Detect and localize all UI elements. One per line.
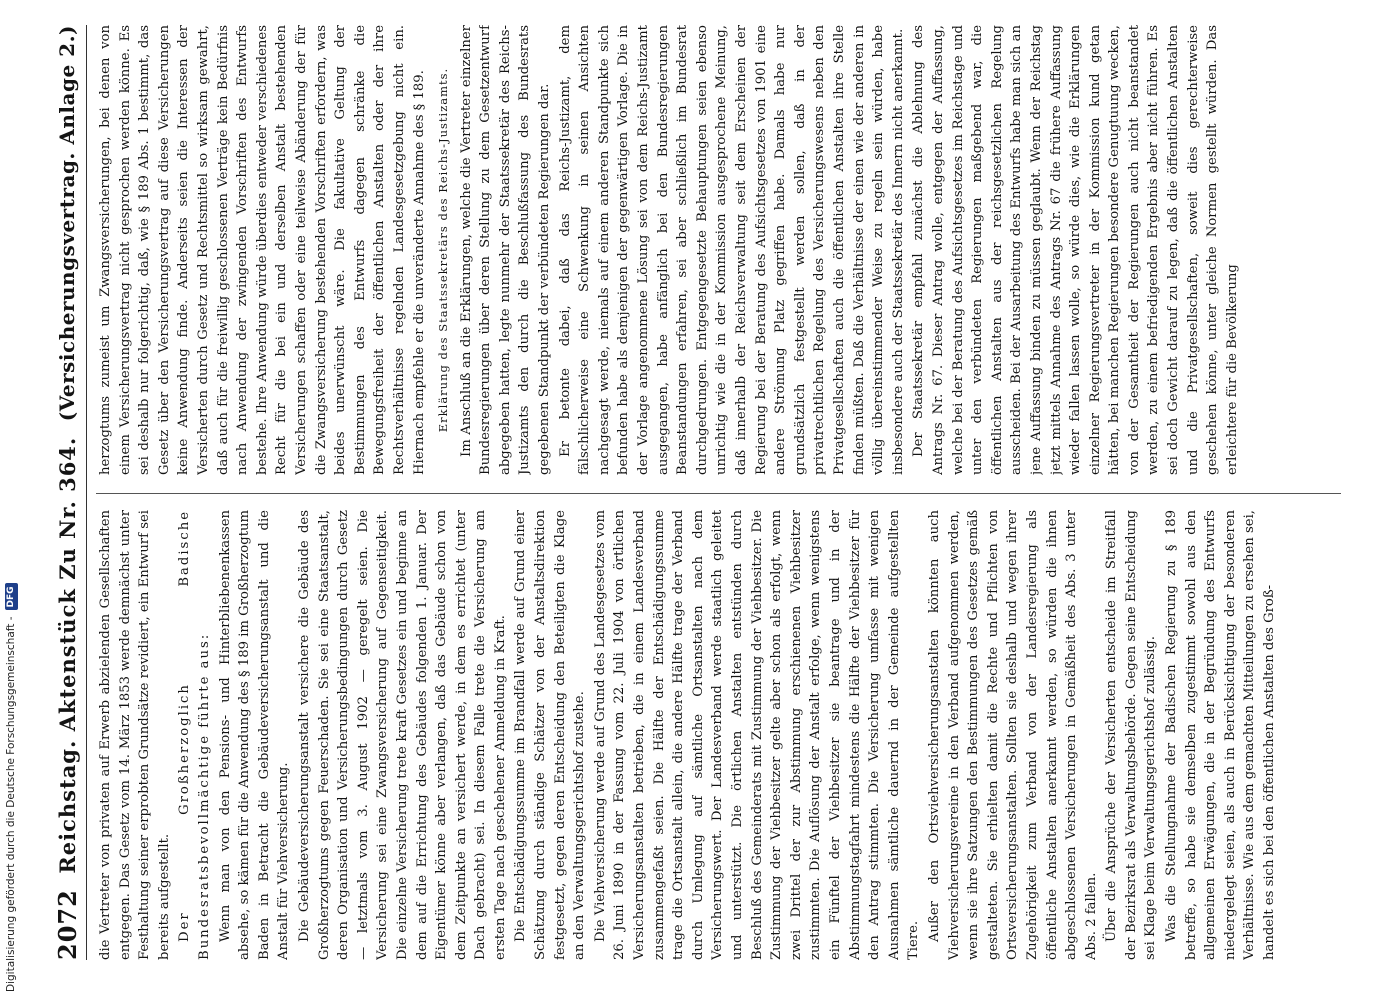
digitization-credit [0, 0, 22, 1000]
paragraph: Die Gebäudeversicherungsanstalt versichere die Gebäude des Großherzogtums gegen Feuerschaden. Sie sei eine Staatsanstalt, deren Organisation und Versicherungsbedingungen durch Gesetz — letztmals vom 3. August 1902 — geregelt seien. Die Versicherung sei eine Zwangsversicherung auf Gegenseitigkeit. Die einzelne Versicherung trete kraft Gesetzes ein und beginne an dem auf die Errichtung des Gebäudes folgenden 1. Januar. Der Eigentümer könne aber verlangen, daß das Gebäude schon von dem Zeitpunkte an versichert werde, in dem es errichtet (unter Dach gebracht) sei. In diesem Falle trete die Versicherung am ersten Tage nach geschehener Anmeldung in Kraft. [296, 510, 508, 960]
paragraph: Die Entschädigungssumme im Brandfall werde auf Grund einer Schätzung durch ständige Schätzer von der Anstaltsdirektion festgesetzt, gegen deren Entscheidung den Beteiligten die Klage an den Verwaltungsgerichtshof zustehe. [513, 510, 588, 960]
paragraph: die Vertreter von privaten auf Erwerb abzielenden Gesellschaften entgegen. Das Gesetz vom 14. März 1853 werde demnächst unter Festhaltung seiner erprobten Grundsätze revidiert, ein Entwurf sei bereits aufgestellt. [98, 510, 172, 960]
paragraph: Über die Ansprüche der Versicherten entscheide im Streitfall der Bezirksrat als Verwaltungsbehörde. Gegen seine Entscheidung sei Klage beim Verwaltungsgerichtshof zulässig. [1104, 510, 1159, 960]
annex-label: (Versicherungsvertrag. Anlage 2.) [55, 25, 79, 422]
digitization-note: Digitalisierung gefördert durch die Deutsche Forschungsgemeinschaft - [5, 616, 17, 992]
page-number: 2072 [52, 889, 82, 960]
paragraph: Was die Stellungnahme der Badischen Regierung zu § 189 betreffe, so habe sie demselben zugestimmt sowohl aus den allgemeinen Erwägungen, die in der Begründung des Entwurfs niedergelegt seien, als auch in Berücksichtigung der besonderen Verhältnisse. Wie aus dem gemachten Mitteilungen zu ersehen sei, handelt es sich bei den öffentlichen Anstalten des Groß- [1164, 510, 1278, 960]
paragraph: Der Staatssekretär empfahl zunächst die Ablehnung des Antrags Nr. 67. Dieser Antrag wolle, entgegen der Auffassung, welche bei der Beratung des Aufsichtsgesetzes im Reichstage und unter den verbündeten Regierungen maßgebend war, die öffentlichen Anstalten aus der reichsgesetzlichen Regelung ausscheiden. Bei der Ausarbeitung des Entwurfs habe man sich an jene Auffassung binden zu müssen geglaubt. Wenn der Reichstag jetzt mittels Annahme des Antrags Nr. 67 die frühere Auffassung wieder fallen lassen wolle, so würde dies, wie die Erklärungen einzelner Regierungsvertreter in der Kommission kund getan hätten, bei manchen Regierungen besondere Genugtuung wecken, von der Gesamtheit der Regierungen auch nicht beanstandet werden, zu einem befriedigenden Ergebnis aber nicht führen. Es sei doch Gewicht darauf zu legen, daß die öffentlichen Anstalten und die Privatgesellschaften, soweit dies gerechterweise geschehen könne, unter gleiche Normen gestellt würden. Das erleichtere für die Bevölkerung [911, 25, 1240, 475]
text-columns [96, 25, 1341, 960]
right-column [96, 25, 1341, 475]
dfg-logo: DFG [5, 583, 18, 610]
paragraph: Im Anschluß an die Erklärungen, welche die Vertreter einzelner Bundesregierungen über deren Stellung zu dem Gesetzentwurf abgegeben hatten, legte nunmehr der Staatssekretär des Reichs-Justizamts den durch die Beschlußfassung des Bundesrats gegebenen Standpunkt der verbündeten Regierungen dar. [458, 25, 553, 475]
running-title: Reichstag. Aktenstück Zu Nr. 364. [54, 436, 80, 874]
paragraph: Außer den Ortsviehversicherungsanstalten könnten auch Viehversicherungsvereine in den Verband aufgenommen werden, wenn sie ihre Satzungen den Bestimmungen des Gesetzes gemäß gestalteten. Sie erhielten damit die Rechte und Pflichten von Ortsversicherungsanstalten. Sollten sie deshalb und wegen ihrer Zugehörigkeit zum Verband von der Landesregierung als öffentliche Anstalten anerkannt werden, so würden die ihnen abgeschlossenen Versicherungen in Gemäßheit des Abs. 3 unter Abs. 2 fallen. [926, 510, 1099, 960]
column-divider [96, 493, 1341, 494]
paragraph: Der Großherzoglich Badische Bundesratsbevollmächtige führte aus: [177, 510, 212, 960]
paragraph: Wenn man von den Pensions- und Hinterbliebenenkassen absehe, so kämen für die Anwendung des § 189 im Großherzogtum Baden in Betracht die Gebäudeversicherungsanstalt und die Anstalt für Viehversicherung. [217, 510, 292, 960]
paragraph: Die Viehversicherung werde auf Grund des Landesgesetzes vom 26. Juni 1890 in der Fassung vom 22. Juli 1904 von örtlichen Versicherungsanstalten betrieben, die in einem Landesverband zusammengefaßt seien. Die Hälfte der Entschädigungssumme trage die Ortsanstalt allein, die andere Hälfte trage der Verband durch Umlegung auf sämtliche Ortsanstalten nach dem Versicherungswert. Der Landesverband werde staatlich geleitet und unterstützt. Die örtlichen Anstalten entstünden durch Beschluß des Gemeinderats mit Zustimmung der Viehbesitzer. Die Zustimmung der Viehbesitzer gelte aber schon als erfolgt, wenn zwei Drittel der zur Abstimmung erschienenen Viehbesitzer zustimmten. Die Auflösung der Anstalt erfolge, wenn wenigstens ein Fünftel der Viehbesitzer sie beantrage und in der Abstimmungstagfahrt mindestens die Hälfte der Viehbesitzer für den Antrag stimmten. Die Versicherung umfasse mit wenigen Ausnahmen sämtliche dauernd in der Gemeinde aufgestellten Tiere. [592, 510, 922, 960]
section-subheading: Erklärung des Staatssekretärs des Reichs-Justizamts. [436, 67, 451, 433]
page-header [48, 25, 87, 960]
paragraph: Er betonte dabei, daß das Reichs-Justizamt, dem fälschlicherweise eine Schwenkung in seinen Ansichten nachgesagt werde, niemals auf einem anderen Standpunkte sich befunden habe als demjenigen der gegenwärtigen Vorlage. Die in der Vorlage angenommene Lösung sei von dem Reichs-Justizamt ausgegangen, habe anfänglich bei den Bundesregierungen Beanstandungen erfahren, sei aber schließlich im Bundesrat durchgedrungen. Entgegengesetzte Behauptungen seien ebenso unrichtig wie die in der Kommission ausgesprochene Meinung, daß innerhalb der Reichsverwaltung seit dem Erscheinen der Regierung bei der Beratung des Aufsichtsgesetzes von 1901 eine andere Strömung Platz gegriffen habe. Damals habe nur grundsätzlich festgestellt werden sollen, daß in der privatrechtlichen Regelung des Versicherungswesens neben den Privatgesellschaften auch die öffentlichen Anstalten ihre Stelle finden müßten. Daß die Verhältnisse der einen wie der anderen in völlig übereinstimmender Weise zu regeln sein würden, habe insbesondere auch der Staatssekretär des Innern nicht anerkannt. [557, 25, 906, 475]
paragraph: herzogtums zumeist um Zwangsversicherungen, bei denen von einem Versicherungsvertrag nicht gesprochen werden könne. Es sei deshalb nur folgerichtig, daß, wie § 189 Abs. 1 bestimmt, das Gesetz über den Versicherungsvertrag auf diese Versicherungen keine Anwendung finde. Anderseits seien die Interessen der Versicherten durch Gesetz und Rechtsmittel so wirksam gewahrt, daß auch für die freiwillig geschlossenen Verträge kein Bedürfnis nach Anwendung der zwingenden Vorschriften des Entwurfs bestehe. Ihre Anwendung würde überdies entweder verschiedenes Recht für die bei ein und derselben Anstalt bestehenden Versicherungen schaffen oder eine teilweise Abänderung der für die Zwangsversicherung bestehenden Vorschriften erfordern, was beides unerwünscht wäre. Die fakultative Geltung der Bestimmungen des Entwurfs dagegen schränke die Bewegungsfreiheit der öffentlichen Anstalten oder der ihre Rechtsverhältnisse regelnden Landesgesetzgebung nicht ein. Hiernach empfehle er die unveränderte Annahme des § 189. [98, 25, 427, 475]
left-column [96, 510, 1341, 960]
